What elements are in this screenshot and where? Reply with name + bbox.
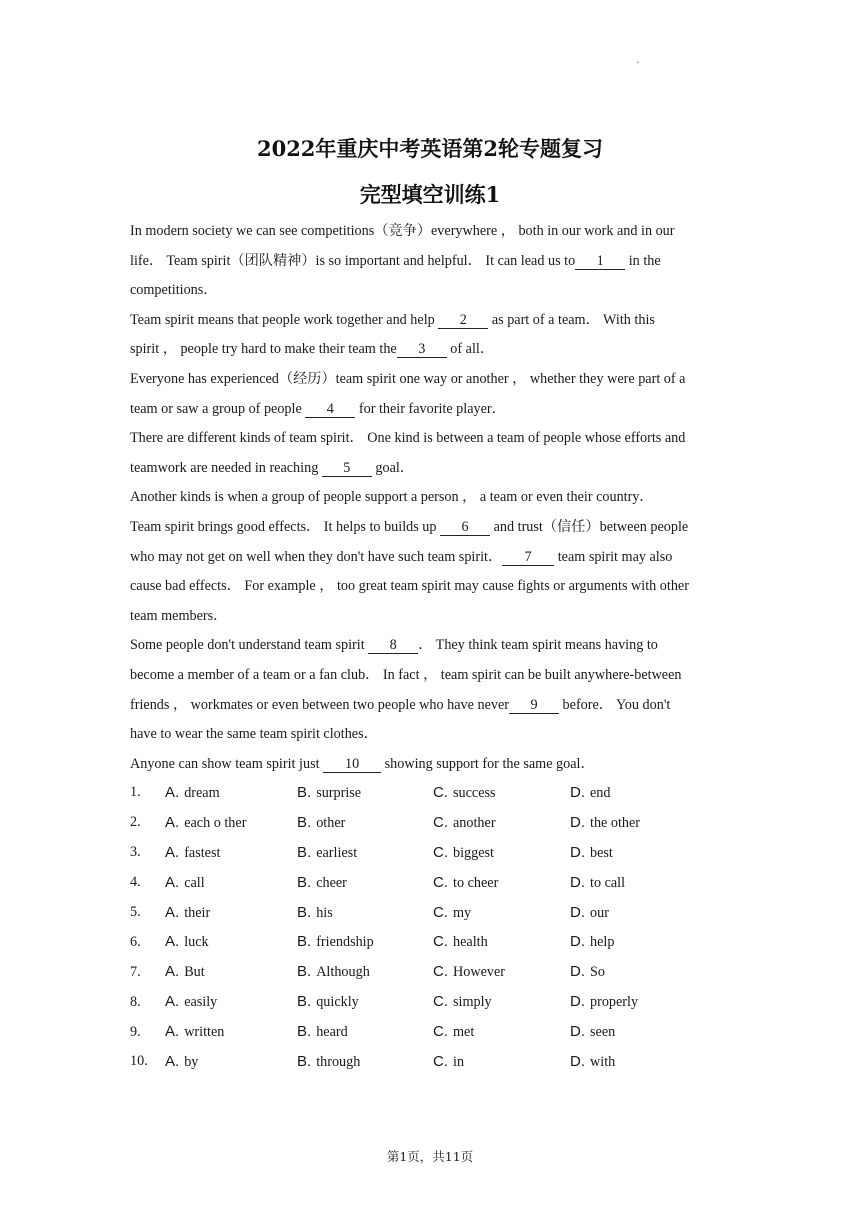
option-row-8 — [130, 987, 750, 1017]
option-letter: C. — [433, 813, 448, 831]
option-b — [297, 963, 433, 981]
option-letter: D. — [570, 903, 585, 921]
option-b — [297, 1023, 433, 1041]
option-row-1 — [130, 778, 750, 808]
passage-line — [130, 691, 732, 721]
option-d — [570, 1053, 720, 1071]
option-text: heard — [316, 1024, 348, 1041]
option-d — [570, 844, 720, 862]
passage-text: for their favorite player． — [355, 400, 506, 417]
option-text: his — [316, 904, 333, 921]
option-text: their — [184, 904, 211, 921]
option-text: met — [453, 1024, 475, 1041]
passage-line — [130, 454, 732, 484]
option-letter: A. — [165, 933, 180, 951]
passage-line — [130, 395, 732, 425]
page-footer: 第1页，共11页 — [386, 1149, 474, 1164]
option-row-4 — [130, 868, 750, 898]
question-number: 7. — [130, 963, 141, 980]
passage-text: spirit ， people try hard to make their team the — [130, 341, 397, 358]
option-text: biggest — [453, 844, 494, 861]
option-c — [433, 1053, 570, 1071]
passage-text: Some people don't understand team spirit — [130, 637, 369, 654]
option-text: easily — [184, 994, 218, 1011]
option-letter: A. — [165, 963, 180, 981]
passage-text: showing support for the same goal． — [381, 755, 595, 772]
question-number: 6. — [130, 933, 141, 950]
blank-3: 3 — [397, 341, 447, 358]
option-b — [297, 784, 433, 802]
blank-4: 4 — [305, 401, 355, 418]
option-letter: B. — [297, 903, 312, 921]
question-number: 8. — [130, 993, 141, 1010]
option-letter: D. — [570, 783, 585, 801]
passage-line — [130, 543, 732, 573]
passage-text: goal． — [371, 459, 415, 476]
passage-line — [130, 720, 732, 750]
option-a — [165, 874, 297, 892]
option-text: the other — [590, 814, 641, 831]
option-row-5 — [130, 898, 750, 928]
option-text: another — [453, 814, 496, 831]
passage-text: teamwork are needed in reaching — [130, 459, 322, 476]
option-letter: C. — [433, 963, 448, 981]
passage-text: There are different kinds of team spirit． One kind is between a team of people whose efforts and — [130, 430, 686, 447]
option-a — [165, 814, 297, 832]
option-row-2 — [130, 808, 750, 838]
option-text: to cheer — [453, 874, 499, 891]
option-letter: C. — [433, 933, 448, 951]
passage-line — [130, 247, 732, 277]
option-c — [433, 993, 570, 1011]
option-d — [570, 904, 720, 922]
option-text: by — [184, 1053, 199, 1070]
passage-text: in the — [625, 252, 661, 269]
option-letter: A. — [165, 783, 180, 801]
option-letter: A. — [165, 813, 180, 831]
passage-line — [130, 572, 732, 602]
passage-line — [130, 365, 732, 395]
option-letter: D. — [570, 963, 585, 981]
option-text: quickly — [316, 994, 359, 1011]
option-b — [297, 844, 433, 862]
passage-text: team spirit may also — [554, 548, 673, 565]
option-letter: B. — [297, 783, 312, 801]
option-text: earliest — [316, 844, 358, 861]
option-letter: D. — [570, 843, 585, 861]
option-text: friendship — [316, 934, 374, 951]
option-text: our — [590, 904, 609, 921]
option-letter: A. — [165, 1052, 180, 1070]
option-text: dream — [184, 784, 220, 801]
option-text: health — [453, 934, 488, 951]
option-letter: C. — [433, 1023, 448, 1041]
option-text: with — [590, 1053, 616, 1070]
option-a — [165, 904, 297, 922]
option-letter: D. — [570, 1052, 585, 1070]
option-b — [297, 933, 433, 951]
option-c — [433, 1023, 570, 1041]
option-letter: D. — [570, 813, 585, 831]
option-d — [570, 784, 720, 802]
option-text: help — [590, 934, 615, 951]
option-text: fastest — [184, 844, 221, 861]
option-b — [297, 874, 433, 892]
passage-text: team members． — [130, 607, 228, 624]
option-c — [433, 963, 570, 981]
option-b — [297, 904, 433, 922]
option-letter: C. — [433, 873, 448, 891]
option-letter: D. — [570, 873, 585, 891]
option-d — [570, 963, 720, 981]
option-letter: B. — [297, 873, 312, 891]
option-text: properly — [590, 994, 639, 1011]
passage-line — [130, 750, 732, 780]
question-number: 3. — [130, 844, 141, 861]
option-letter: A. — [165, 1023, 180, 1041]
option-text: best — [590, 844, 613, 861]
option-text: end — [590, 784, 611, 801]
option-text: So — [590, 964, 605, 981]
option-a — [165, 844, 297, 862]
option-a — [165, 933, 297, 951]
option-letter: D. — [570, 1023, 585, 1041]
option-letter: C. — [433, 993, 448, 1011]
passage-line — [130, 335, 732, 365]
question-number: 1. — [130, 784, 141, 801]
option-text: seen — [590, 1024, 616, 1041]
page-title: 2022年重庆中考英语第2轮专题复习 — [256, 136, 604, 161]
option-letter: B. — [297, 933, 312, 951]
option-text: success — [453, 784, 496, 801]
blank-2: 2 — [438, 312, 488, 329]
option-letter: B. — [297, 813, 312, 831]
passage-line — [130, 276, 732, 306]
passage-text: friends ， workmates or even between two people who have never — [130, 696, 509, 713]
option-letter: A. — [165, 993, 180, 1011]
passage-text: as part of a team． With this — [488, 311, 655, 328]
option-text: surprise — [316, 784, 362, 801]
option-c — [433, 874, 570, 892]
option-b — [297, 814, 433, 832]
blank-1: 1 — [575, 253, 625, 270]
option-text: However — [453, 964, 505, 981]
passage-text: and trust（信任）between people — [490, 518, 689, 535]
option-letter: B. — [297, 1052, 312, 1070]
question-number: 5. — [130, 904, 141, 920]
option-c — [433, 814, 570, 832]
option-text: written — [184, 1024, 225, 1041]
passage-text: competitions． — [130, 282, 218, 299]
option-text: other — [316, 814, 346, 831]
option-a — [165, 784, 297, 802]
option-a — [165, 993, 297, 1011]
options-list — [130, 778, 750, 1077]
passage-text: who may not get on well when they don't have such team spirit． — [130, 548, 503, 565]
option-letter: C. — [433, 1052, 448, 1070]
option-letter: B. — [297, 963, 312, 981]
option-b — [297, 993, 433, 1011]
option-a — [165, 963, 297, 981]
option-a — [165, 1023, 297, 1041]
passage-text: In modern society we can see competitions（竞争）everywhere ， both in our work and in our — [130, 223, 675, 239]
option-text: through — [316, 1053, 361, 1070]
passage-text: life． Team spirit（团队精神）is so important and helpful． It can lead us to — [130, 252, 576, 269]
option-text: in — [453, 1053, 465, 1070]
option-row-3 — [130, 838, 750, 868]
option-row-9 — [130, 1017, 750, 1047]
passage-text: ． They think team spirit means having to — [418, 637, 658, 654]
option-text: luck — [184, 934, 209, 951]
blank-10: 10 — [323, 756, 381, 773]
passage-text: Everyone has experienced（经历）team spirit one way or another ， whether they were part of a — [130, 370, 686, 387]
option-letter: B. — [297, 993, 312, 1011]
option-letter: C. — [433, 783, 448, 801]
option-text: simply — [453, 994, 492, 1011]
option-text: call — [184, 874, 205, 891]
passage-text: Anyone can show team spirit just — [130, 755, 324, 772]
option-text: Although — [316, 964, 370, 981]
passage-text: Another kinds is when a group of people support a person ， a team or even their country． — [130, 489, 654, 506]
option-row-6 — [130, 927, 750, 957]
passage-line — [130, 631, 732, 661]
option-letter: C. — [433, 843, 448, 861]
blank-6: 6 — [440, 519, 490, 536]
header-mark: · — [636, 58, 640, 69]
option-letter: A. — [165, 873, 180, 891]
passage-line — [130, 483, 732, 513]
blank-5: 5 — [322, 460, 372, 477]
option-letter: D. — [570, 933, 585, 951]
passage-line — [130, 661, 732, 691]
blank-7: 7 — [502, 549, 554, 566]
question-number: 2. — [130, 814, 141, 831]
option-text: each o ther — [184, 814, 247, 831]
blank-9: 9 — [509, 697, 559, 714]
question-number: 10. — [130, 1053, 148, 1070]
passage-text: of all． — [446, 341, 495, 358]
option-text: my — [453, 904, 472, 921]
passage-text: become a member of a team or a fan club． In fact ， team spirit can be built anywhere-between — [130, 666, 682, 683]
option-row-7 — [130, 957, 750, 987]
option-row-10 — [130, 1047, 750, 1077]
option-c — [433, 844, 570, 862]
option-c — [433, 904, 570, 922]
blank-8: 8 — [368, 637, 418, 654]
passage-line — [130, 306, 732, 336]
option-d — [570, 993, 720, 1011]
passage-text: cause bad effects． For example ， too great team spirit may cause fights or arguments with other — [130, 578, 689, 595]
option-c — [433, 933, 570, 951]
option-letter: D. — [570, 993, 585, 1011]
option-letter: B. — [297, 1023, 312, 1041]
passage-text: before． You don't — [559, 696, 671, 713]
passage-line — [130, 217, 732, 247]
option-d — [570, 814, 720, 832]
question-number: 9. — [130, 1023, 141, 1040]
option-d — [570, 1023, 720, 1041]
passage-line — [130, 513, 732, 543]
passage-line — [130, 424, 732, 454]
passage-text: Team spirit means that people work together and help — [130, 311, 439, 328]
passage-text: team or saw a group of people — [130, 400, 306, 417]
passage-text: Team spirit brings good effects． It helps to builds up — [130, 518, 441, 535]
option-letter: A. — [165, 903, 180, 921]
option-a — [165, 1053, 297, 1071]
passage-text: have to wear the same team spirit clothes． — [130, 726, 378, 743]
option-d — [570, 933, 720, 951]
page-subtitle: 完型填空训练1 — [359, 182, 501, 207]
passage-line — [130, 602, 732, 632]
option-c — [433, 784, 570, 802]
option-text: cheer — [316, 874, 347, 891]
option-letter: B. — [297, 843, 312, 861]
option-d — [570, 874, 720, 892]
passage — [130, 217, 732, 779]
option-text: But — [184, 964, 205, 981]
option-text: to call — [590, 874, 626, 891]
question-number: 4. — [130, 874, 141, 891]
option-letter: C. — [433, 903, 448, 921]
option-b — [297, 1053, 433, 1071]
option-letter: A. — [165, 843, 180, 861]
